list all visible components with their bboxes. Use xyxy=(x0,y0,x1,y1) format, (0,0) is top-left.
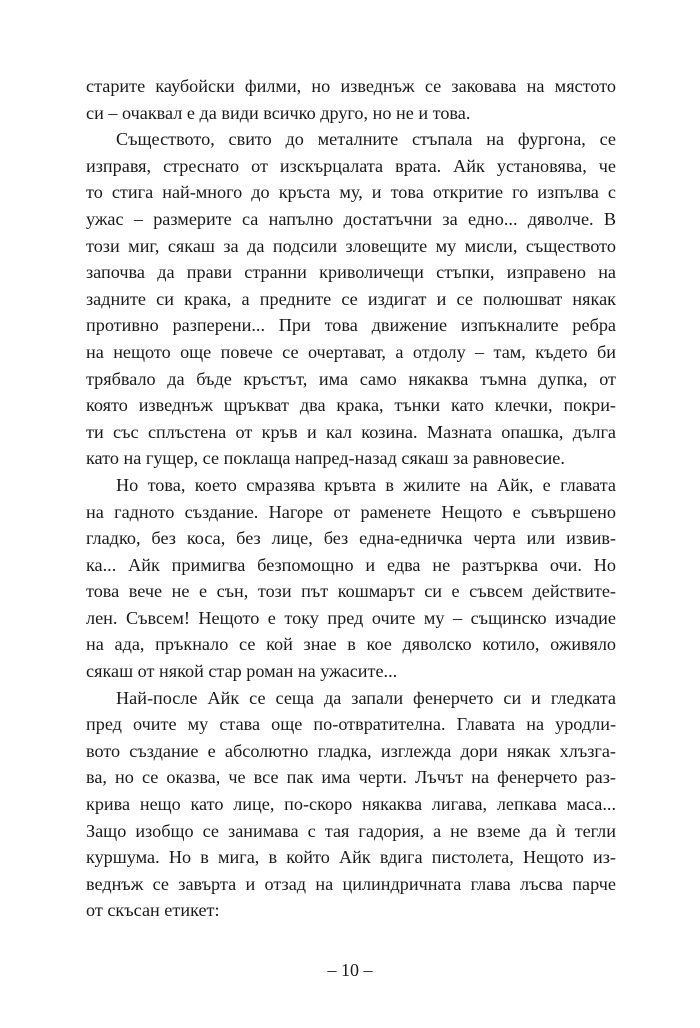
text-line: изправя, стреснато от изскърцалата врата. Айк установява, че xyxy=(86,155,616,176)
paragraph xyxy=(86,73,616,126)
paragraph xyxy=(86,126,616,472)
page-body xyxy=(86,73,616,924)
text-line: веднъж се завърта и отзад на цилиндричната глава лъсва парче xyxy=(86,873,616,894)
text-line: ва, но се оказва, че все пак има черти. Лъчът на фенерчето раз- xyxy=(86,767,616,788)
text-line: на ада, пръкнало се кой знае в кое дяволско котило, оживяло xyxy=(86,634,616,655)
paragraph xyxy=(86,685,616,924)
text-line: това вече не е сън, този път кошмарът си е съвсем действите- xyxy=(86,581,616,602)
text-line: задните си крака, а предните се издигат и се полюшват някак xyxy=(86,288,616,309)
text-line: ужас – размерите са напълно достатъчни за едно... дяволче. В xyxy=(86,208,616,229)
text-line: куршума. Но в мига, в който Айк вдига пистолета, Нещото из- xyxy=(86,847,616,868)
text-line: Най-после Айк се сеща да запали фенерчето си и гледката xyxy=(116,687,616,708)
text-line: си – очаквал е да види всичко друго, но не и това. xyxy=(86,102,471,123)
text-line: трябвало да бъде кръстът, има само някаква тъмна дупка, от xyxy=(86,368,616,389)
text-line: на гадното създание. Нагоре от раменете Нещото е съвършено xyxy=(86,501,616,522)
text-line: която изведнъж щръкват два крака, тънки като клечки, покри- xyxy=(86,395,616,416)
text-line: крива нещо като лице, по-скоро някаква лигава, лепкава маса... xyxy=(86,794,616,815)
text-line: като на гущер, се поклаща напред-назад сякаш за равновесие. xyxy=(86,448,565,469)
text-line: пред очите му става още по-отвратителна. Главата на уродли- xyxy=(86,714,616,735)
text-line: сякаш от някой стар роман на ужасите... xyxy=(86,661,398,682)
text-line: Съществото, свито до металните стъпала на фургона, се xyxy=(116,129,616,150)
text-line: този миг, сякаш за да подсили зловещите му мисли, съществото xyxy=(86,235,616,256)
text-line: ти със сплъстена от кръв и кал козина. Мазната опашка, дълга xyxy=(86,421,616,442)
text-line: започва да прави странни криволичещи стъпки, изправено на xyxy=(86,262,616,283)
text-line: от скъсан етикет: xyxy=(86,900,220,921)
text-line: на нещото още повече се очертават, а отдолу – там, където би xyxy=(86,341,616,362)
text-line: ка... Айк примигва безпомощно и едва не разтърква очи. Но xyxy=(86,554,616,575)
text-line: старите каубойски филми, но изведнъж се заковава на мястото xyxy=(86,76,616,96)
text-line: то стига най-много до кръста му, и това откритие го изпълва с xyxy=(86,182,616,203)
text-line: Защо изобщо се занимава с тая гадория, а не вземе да ѝ тегли xyxy=(86,820,616,841)
page-number: – 10 – xyxy=(327,960,373,980)
text-line: вото създание е абсолютно гладка, изглежда дори някак хлъзга- xyxy=(86,740,616,761)
paragraph xyxy=(86,472,616,685)
text-line: Но това, което смразява кръвта в жилите на Айк, е главата xyxy=(116,474,616,495)
text-line: противно разперени... При това движение изпъкналите ребра xyxy=(86,315,616,336)
text-line: гладко, без коса, без лице, без една-едничка черта или извив- xyxy=(86,528,616,549)
text-line: лен. Съвсем! Нещото е току пред очите му – същинско изчадие xyxy=(86,607,616,628)
